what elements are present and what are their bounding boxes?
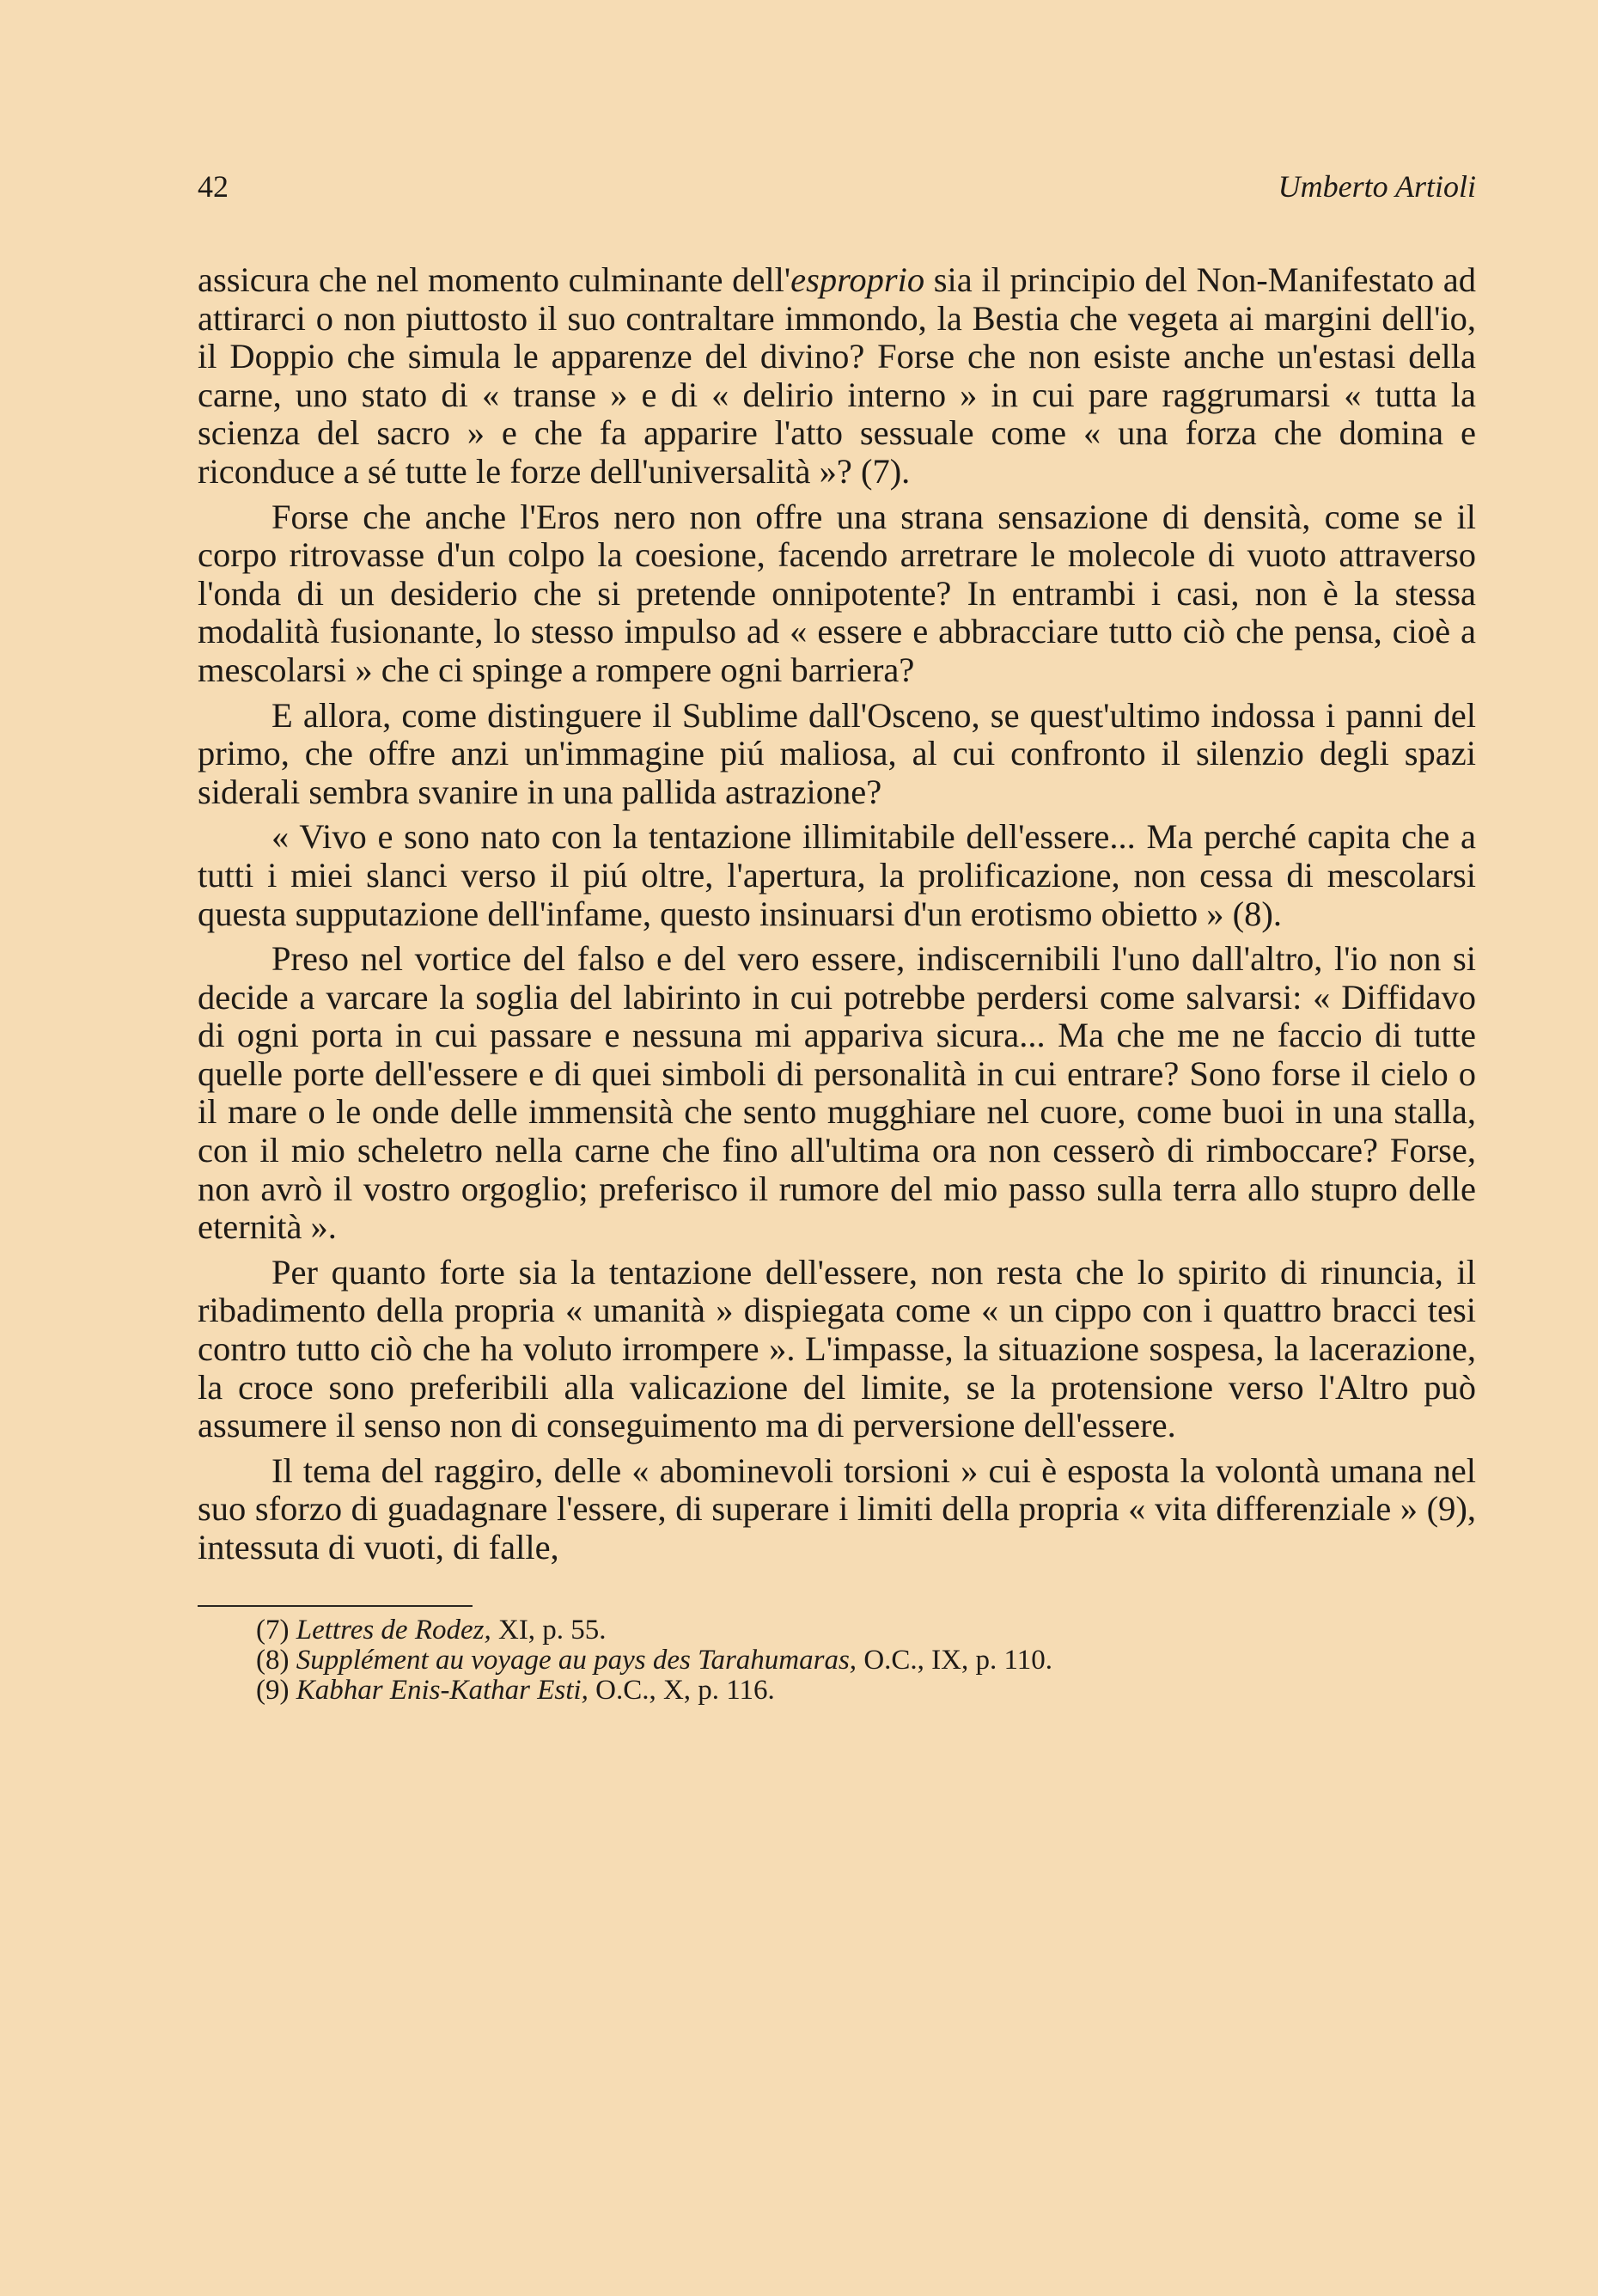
- footnote-reference: XI, p. 55.: [491, 1614, 607, 1646]
- footnote-title: Lettres de Rodez,: [296, 1614, 491, 1646]
- paragraph-6: Per quanto forte sia la tentazione dell'essere, non resta che lo spirito di rinuncia, il ribadimento della propria « umanità » dispiegata come « un cippo con i quattro bracci tesi contro tutto ciò che ha voluto irrompere ». L'impasse, la situazione sospesa, la lacerazione, la croce sono preferibili alla valicazione del limite, se la protensione verso l'Altro può assumere il senso non di conseguimento ma di perversione dell'essere.: [198, 1252, 1476, 1445]
- footnote-8: [256, 1646, 1476, 1676]
- running-head-author: Umberto Artioli: [1278, 169, 1476, 204]
- paragraph-1-emphasis: esproprio: [790, 260, 925, 299]
- footnote-number: (9): [256, 1674, 290, 1706]
- footnote-reference: O.C., X, p. 116.: [588, 1674, 775, 1706]
- footnote-number: (7): [256, 1614, 290, 1646]
- footnote-9: [256, 1676, 1476, 1706]
- footnote-title: Supplément au voyage au pays des Tarahumaras,: [296, 1644, 857, 1676]
- footnote-reference: O.C., IX, p. 110.: [857, 1644, 1053, 1676]
- footnotes: [256, 1615, 1476, 1706]
- paragraph-2: Forse che anche l'Eros nero non offre una strana sensazione di densità, come se il corpo ritrovasse d'un colpo la coesione, facendo arretrare le molecole di vuoto attraverso l'onda di un desiderio che si pretende onnipotente? In entrambi i casi, non è la stessa modalità fusionante, lo stesso impulso ad « essere e abbracciare tutto ciò che pensa, cioè a mescolarsi » che ci spinge a rompere ogni barriera?: [198, 497, 1476, 689]
- paragraph-1: [198, 261, 1476, 492]
- paragraph-1-text-b: sia il principio del Non-Manifestato ad attirarci o non piuttosto il suo contraltare immondo, la Bestia che vegeta ai margini dell'io, il Doppio che simula le apparenze del divino? Forse che non esiste anche un'estasi della carne, uno stato di « transe » e di « delirio interno » in cui pare raggrumarsi « tutta la scienza del sacro » e che fa apparire l'atto sessuale come « una forza che domina e riconduce a sé tutte le forze dell'universalità »? (7).: [198, 260, 1476, 491]
- paragraph-7: Il tema del raggiro, delle « abominevoli torsioni » cui è esposta la volontà umana nel suo sforzo di guadagnare l'essere, di superare i limiti della propria « vita differenziale » (9), intessuta di vuoti, di falle,: [198, 1450, 1476, 1566]
- body-text: [198, 261, 1476, 1567]
- footnote-7: [256, 1615, 1476, 1646]
- paragraph-3: E allora, come distinguere il Sublime dall'Osceno, se quest'ultimo indossa i panni del primo, che offre anzi un'immagine piú maliosa, al cui confronto il silenzio degli spazi siderali sembra svanire in una pallida astrazione?: [198, 695, 1476, 811]
- footnote-divider: [198, 1605, 473, 1607]
- paragraph-4: « Vivo e sono nato con la tentazione illimitabile dell'essere... Ma perché capita che a tutti i miei slanci verso il piú oltre, l'apertura, la prolificazione, non cessa di mescolarsi questa supputazione dell'infame, questo insinuarsi d'un erotismo obietto » (8).: [198, 817, 1476, 933]
- running-header: [198, 168, 1476, 210]
- paragraph-1-text-a: assicura che nel momento culminante dell': [198, 260, 791, 299]
- page-number: 42: [198, 169, 229, 204]
- footnote-title: Kabhar Enis-Kathar Esti,: [296, 1674, 589, 1706]
- paragraph-5: Preso nel vortice del falso e del vero essere, indiscernibili l'uno dall'altro, l'io non si decide a varcare la soglia del labirinto in cui potrebbe perdersi come salvarsi: « Diffidavo di ogni porta in cui passare e nessuna mi appariva sicura... Ma che me ne faccio di tutte quelle porte dell'essere e di quei simboli di personalità in cui entrare? Sono forse il cielo o il mare o le onde delle immensità che sento mugghiare nel cuore, come buoi in una stalla, con il mio scheletro nella carne che fino all'ultima ora non cesserò di rimboccare? Forse, non avrò il vostro orgoglio; preferisco il rumore del mio passo sulla terra allo stupro delle eternità ».: [198, 939, 1476, 1247]
- footnote-number: (8): [256, 1644, 290, 1676]
- book-page: [198, 168, 1476, 1706]
